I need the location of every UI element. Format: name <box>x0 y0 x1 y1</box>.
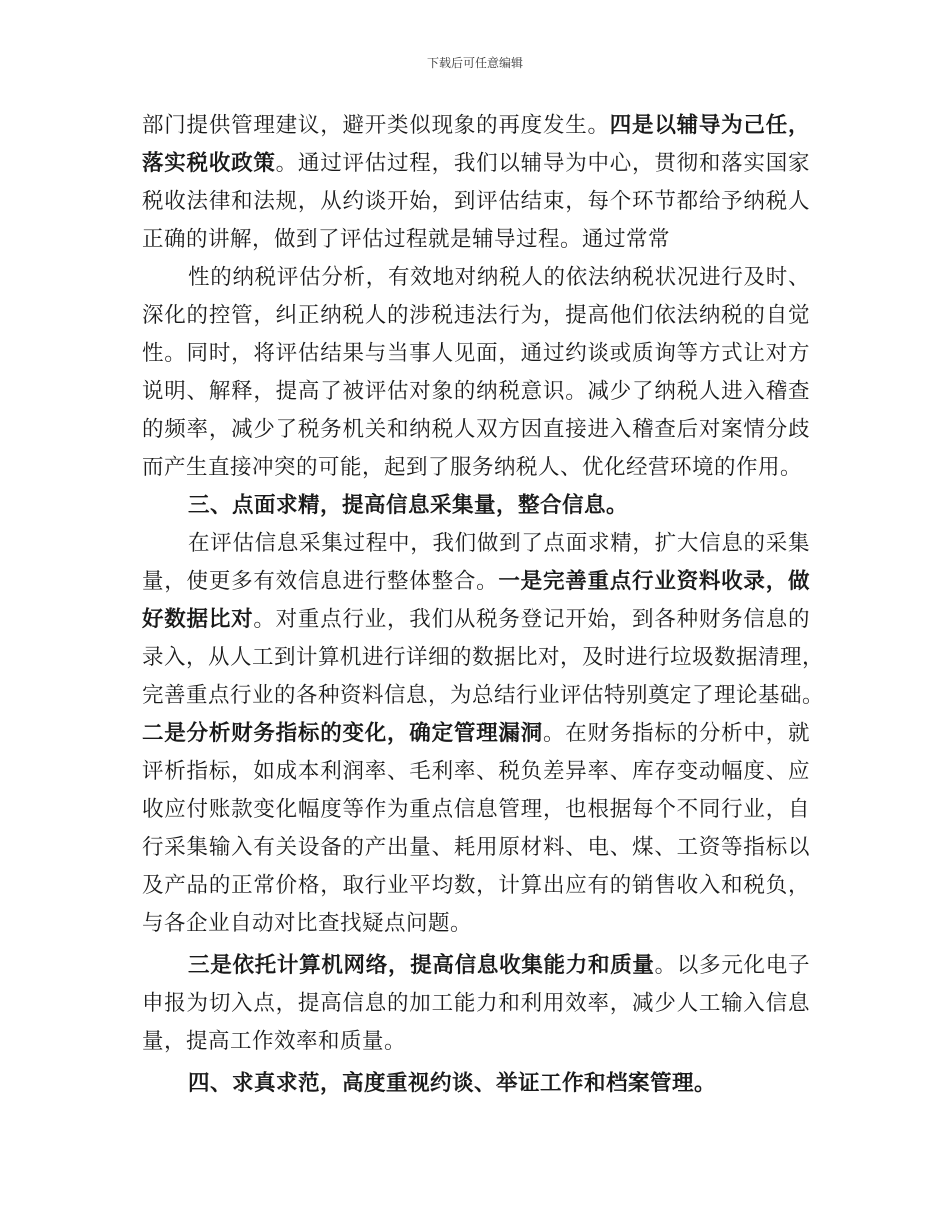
text-run: 。以多元化电子 <box>654 953 810 978</box>
text-line <box>142 373 810 411</box>
text-run: 。通过评估过程，我们以辅导为中心，贯彻和落实国家 <box>275 151 810 176</box>
text-line <box>142 829 810 867</box>
bold-text-run: 落实税收政策 <box>142 151 276 176</box>
text-run: 性的纳税评估分析，有效地对纳税人的依法纳税状况进行及时、 <box>188 265 810 290</box>
text-line <box>142 867 810 905</box>
text-run: 性。同时，将评估结果与当事人见面，通过约谈或质询等方式让对方 <box>142 341 810 366</box>
text-run: 与各企业自动对比查找疑点问题。 <box>142 911 473 936</box>
text-run: 量，提高工作效率和质量。 <box>142 1029 407 1054</box>
text-run: 。对重点行业，我们从税务登记开始，到各种财务信息的 <box>253 607 810 632</box>
text-line <box>142 947 810 985</box>
text-line <box>142 985 810 1023</box>
text-run: 收应付账款变化幅度等作为重点信息管理，也根据每个不同行业，自 <box>142 797 810 822</box>
text-run: 。在财务指标的分析中，就 <box>542 721 810 746</box>
bold-text-run: 三、点面求精，提高信息采集量，整合信息。 <box>188 493 629 518</box>
text-line <box>142 601 810 639</box>
bold-text-run: 一是完善重点行业资料收录，做 <box>498 569 810 594</box>
text-run: 量，使更多有效信息进行整体整合。 <box>142 569 499 594</box>
text-line <box>142 791 810 829</box>
text-line <box>142 1065 810 1103</box>
bold-text-run: 二是分析财务指标的变化，确定管理漏洞 <box>142 721 543 746</box>
text-run: 评析指标，如成本利润率、毛利率、税负差异率、库存变动幅度、应 <box>142 759 810 784</box>
text-line <box>142 449 810 487</box>
text-line <box>142 107 810 145</box>
text-run: 在评估信息采集过程中，我们做到了点面求精，扩大信息的采集 <box>188 531 810 556</box>
text-line <box>142 221 810 259</box>
page-header: 下载后可任意编辑 <box>426 56 523 70</box>
text-line <box>142 335 810 373</box>
document-body <box>142 107 825 1103</box>
text-run: 行采集输入有关设备的产出量、耗用原材料、电、煤、工资等指标以 <box>142 835 810 860</box>
text-run: 税收法律和法规，从约谈开始，到评估结束，每个环节都给予纳税人 <box>142 189 810 214</box>
text-line <box>142 1023 810 1061</box>
bold-text-run: 好数据比对 <box>142 607 254 632</box>
text-line <box>142 145 810 183</box>
text-run: 录入，从人工到计算机进行详细的数据比对，及时进行垃圾数据清理， <box>142 645 825 670</box>
bold-text-run: 三是依托计算机网络，提高信息收集能力和质量 <box>188 953 655 978</box>
text-line <box>142 297 810 335</box>
text-line <box>142 715 810 753</box>
text-line <box>142 563 810 601</box>
text-line <box>142 525 810 563</box>
text-run: 的频率，减少了税务机关和纳税人双方因直接进入稽查后对案情分歧 <box>142 417 810 442</box>
text-run: 部门提供管理建议，避开类似现象的再度发生。 <box>142 113 610 138</box>
text-run: 申报为切入点，提高信息的加工能力和利用效率，减少人工输入信息 <box>142 991 810 1016</box>
text-line <box>142 677 825 715</box>
text-line <box>142 905 810 943</box>
text-line <box>142 753 810 791</box>
bold-text-run: 四是以辅导为己任， <box>609 113 810 138</box>
text-run: 深化的控管，纠正纳税人的涉税违法行为，提高他们依法纳税的自觉 <box>142 303 810 328</box>
text-run: 说明、解释，提高了被评估对象的纳税意识。减少了纳税人进入稽查 <box>142 379 810 404</box>
bold-text-run: 四、求真求范，高度重视约谈、举证工作和档案管理。 <box>188 1071 717 1096</box>
text-line <box>142 183 810 221</box>
text-line <box>142 411 810 449</box>
text-line <box>142 639 825 677</box>
text-run: 而产生直接冲突的可能，起到了服务纳税人、优化经营环境的作用。 <box>142 455 803 480</box>
text-run: 完善重点行业的各种资料信息，为总结行业评估特别奠定了理论基础。 <box>142 683 825 708</box>
text-run: 正确的讲解，做到了评估过程就是辅导过程。通过常常 <box>142 227 671 252</box>
text-line <box>142 487 810 525</box>
text-line <box>142 259 810 297</box>
text-run: 及产品的正常价格，取行业平均数，计算出应有的销售收入和税负， <box>142 873 810 898</box>
